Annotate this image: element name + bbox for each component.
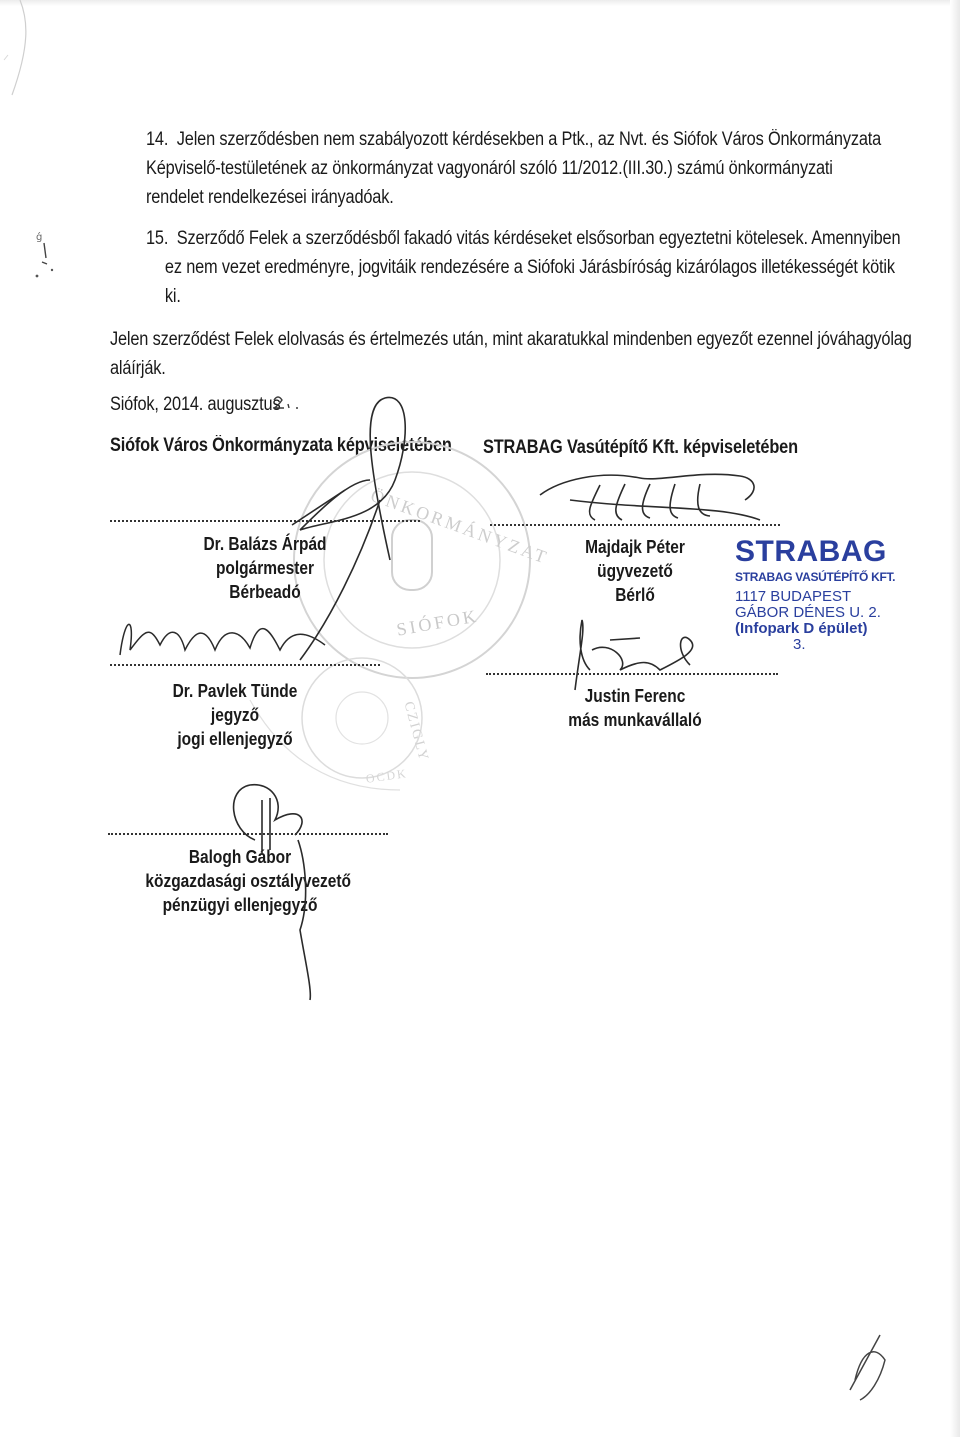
employee-title: más munkavállaló — [568, 710, 702, 730]
notary-signature — [120, 624, 325, 655]
director-role: Bérlő — [615, 585, 655, 605]
employee-signature — [575, 620, 693, 690]
notary-role: jogi ellenjegyző — [177, 729, 293, 749]
director-name: Majdajk Péter — [585, 537, 685, 557]
finance-role: pénzügyi ellenjegyző — [162, 895, 318, 915]
clause-14-line-2: Képviselő-testületének az önkormányzat vagyonáról szóló 11/2012.(III.30.) számú önkormányzati — [146, 158, 833, 179]
clause-14-line-1: Jelen szerződésben nem szabályozott kérdésekben a Ptk., az Nvt. és Siófok Város Önkormányzata — [176, 129, 882, 150]
place-date-text: Siófok, 2014. augusztus — [110, 394, 281, 415]
notary-title: jegyző — [210, 705, 260, 725]
stamp-address-4: 3. — [793, 636, 806, 653]
stamp-address-2: GÁBOR DÉNES U. 2. — [735, 604, 881, 621]
clause-14-line-3: rendelet rendelkezései irányadóak. — [146, 187, 394, 208]
clause-15-line-1: Szerződő Felek a szerződésből fakadó vitás kérdéseket elsősorban egyeztetni kötelesek. Amennyiben — [176, 228, 901, 249]
mayor-title: polgármester — [215, 558, 315, 578]
mayor-signature — [292, 397, 405, 660]
director-signature — [540, 474, 760, 520]
notary-name: Dr. Pavlek Tünde — [172, 681, 298, 701]
mayor-role: Bérbeadó — [229, 582, 301, 602]
mayor-name: Dr. Balázs Árpád — [203, 534, 327, 554]
left-party-heading: Siófok Város Önkormányzata képviseletében — [110, 435, 452, 456]
finance-name: Balogh Gábor — [188, 847, 292, 867]
closing-line-1: Jelen szerződést Felek elolvasás és értelmezés után, mint akaratukkal mindenben egyezőt ezennel jóváhagyólag — [110, 329, 912, 350]
clause-15-number: 15. — [146, 228, 169, 249]
handwritten-day — [274, 397, 298, 408]
clause-14-number: 14. — [146, 129, 169, 150]
svg-text:ǵ: ǵ — [36, 232, 43, 243]
right-party-heading: STRABAG Vasútépítő Kft. képviseletében — [483, 437, 798, 458]
finance-signature — [234, 785, 311, 1000]
seal-text-lower-1: CZIGLY — [400, 700, 432, 764]
employee-name: Justin Ferenc — [584, 686, 686, 706]
page-initials — [850, 1335, 885, 1400]
stamp-address-3: (Infopark D épület) — [735, 620, 868, 637]
stamp-address-1: 1117 BUDAPEST — [735, 588, 852, 605]
seal-text-top: ÖNKORMÁNYZAT — [368, 485, 552, 569]
clause-15-line-2: ez nem vezet eredményre, jogvitáik rendezésére a Siófoki Járásbíróság kizárólagos illetékességét kötik — [164, 257, 895, 278]
stamp-company: STRABAG VASÚTÉPÍTŐ KFT. — [735, 570, 896, 584]
clause-15-line-3: ki. — [164, 286, 181, 307]
seal-text-lower-2: OCDK — [365, 766, 409, 786]
director-title: ügyvezető — [597, 561, 673, 581]
finance-title: közgazdasági osztályvezető — [145, 871, 352, 891]
closing-line-2: aláírják. — [110, 358, 166, 379]
stamp-brand: STRABAG — [735, 535, 887, 568]
seal-text-bottom: SIÓFOK — [395, 605, 481, 640]
